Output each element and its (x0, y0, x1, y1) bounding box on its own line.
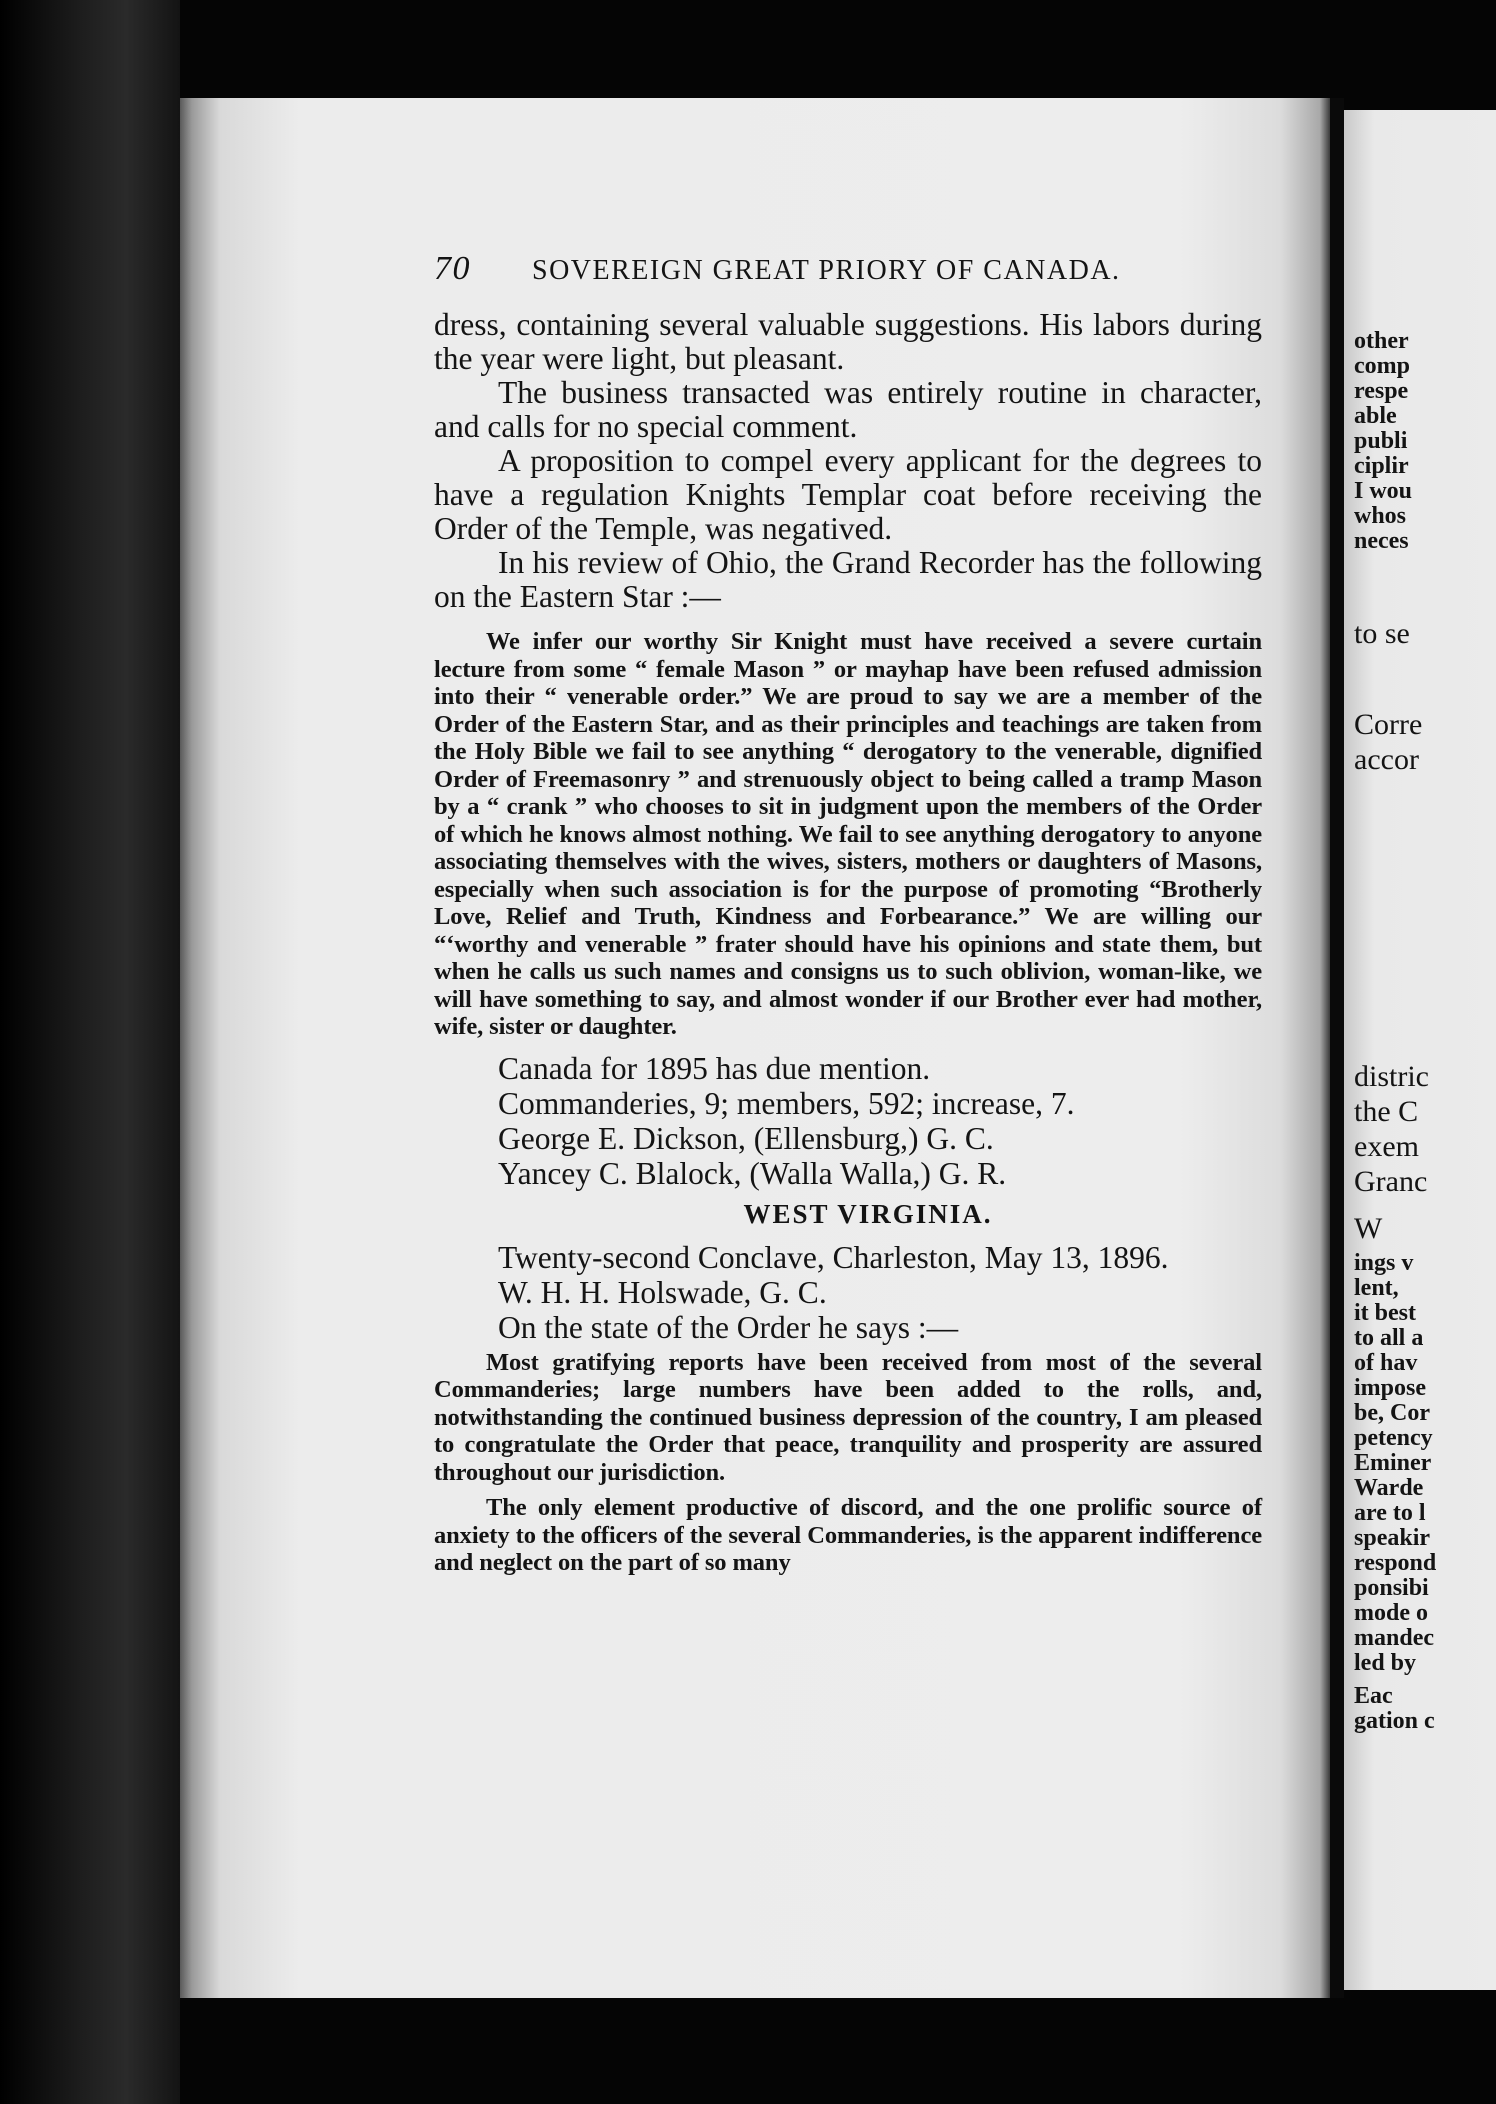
right-fragment: exem (1354, 1130, 1419, 1163)
block-quote: Most gratifying reports have been received from most of the several Commanderies; large numbers have been added to the rolls, and, notwithstanding the continued business depression of the country, I am pleased to congratulate the Order that peace, tranquility and prosperity are assured throughout our jurisdiction. (434, 1348, 1262, 1486)
right-fragment: impose (1354, 1375, 1426, 1401)
running-head (434, 250, 1262, 288)
book-spine (0, 0, 180, 2104)
right-fragment: to all a (1354, 1325, 1424, 1351)
right-fragment: publi (1354, 428, 1408, 454)
right-fragment: other (1354, 328, 1409, 354)
right-fragment: gation c (1354, 1708, 1435, 1734)
right-fragment: Eac (1354, 1683, 1393, 1709)
right-fragment: lent, (1354, 1275, 1399, 1301)
right-fragment: neces (1354, 528, 1409, 554)
wv-line: Twenty-second Conclave, Charleston, May 13, 1896. (498, 1239, 1169, 1275)
right-fragment: Eminer (1354, 1450, 1432, 1476)
right-fragment: speakir (1354, 1525, 1431, 1551)
block-quote: We infer our worthy Sir Knight must have received a severe curtain lecture from some “ female Mason ” or mayhap have been refused admission into their “ venerable order.” We are proud to say we are a member of the Order of the Eastern Star, and as their principles and teachings are taken from the Holy Bible we fail to see anything “ derogatory to the venerable, dignified Order of Freemasonry ” and strenuously object to being called a tramp Mason by a “ crank ” who chooses to sit in judgment upon the members of the Order of which he knows almost nothing. We fail to see anything derogatory to anyone associating themselves with the wives, sisters, mothers or daughters of Masons, especially when such association is for the purpose of promoting “Brotherly Love, Relief and Truth, Kindness and Forbearance.” We are willing our “‘worthy and venerable ” frater should have his opinions and state them, but when he calls us such names and consigns us to such oblivion, woman-like, we will have something to say, and almost wonder if our Brother ever had mother, wife, sister or daughter. (434, 628, 1262, 1040)
paragraph: A proposition to compel every applicant for the degrees to have a regulation Knights Templar coat before receiving the Order of the Temple, was negatived. (434, 443, 1262, 546)
right-fragment: mandec (1354, 1625, 1434, 1651)
right-fragment: I wou (1354, 478, 1413, 504)
page-number: 70 (434, 250, 471, 287)
right-fragment: led by (1354, 1650, 1417, 1676)
canada-line: Yancey C. Blalock, (Walla Walla,) G. R. (498, 1155, 1007, 1191)
wv-line: W. H. H. Holswade, G. C. (498, 1274, 827, 1310)
right-fragment: ponsibi (1354, 1575, 1429, 1601)
paragraph: The business transacted was entirely routine in character, and calls for no special comment. (434, 375, 1262, 444)
right-fragment: Warde (1354, 1475, 1424, 1501)
paragraph: In his review of Ohio, the Grand Recorder has the following on the Eastern Star :— (434, 545, 1262, 614)
paragraph: dress, containing several valuable suggestions. His labors during the year were light, but pleasant. (434, 307, 1262, 376)
right-fragment: petency (1354, 1425, 1433, 1451)
right-fragment: respond (1354, 1550, 1437, 1576)
right-fragment: Corre (1354, 708, 1423, 741)
block-quote: The only element productive of discord, and the one prolific source of anxiety to the officers of the several Commanderies, is the apparent indifference and neglect on the part of so many (434, 1494, 1262, 1576)
canada-line: George E. Dickson, (Ellensburg,) G. C. (498, 1120, 994, 1156)
right-fragment: ciplir (1354, 453, 1409, 479)
page-body (434, 250, 1262, 1585)
right-fragment: Granc (1354, 1165, 1428, 1198)
right-fragment: distric (1354, 1060, 1429, 1093)
right-fragment: it best (1354, 1300, 1416, 1326)
right-fragment: whos (1354, 503, 1407, 529)
right-fragment: be, Cor (1354, 1400, 1430, 1426)
right-fragment: able (1354, 403, 1397, 429)
right-fragment: of hav (1354, 1350, 1418, 1376)
right-fragment: accor (1354, 743, 1419, 776)
running-title: SOVEREIGN GREAT PRIORY OF CANADA. (532, 255, 1121, 286)
right-fragment: respe (1354, 378, 1409, 404)
section-heading: WEST VIRGINIA. (743, 1198, 993, 1229)
right-fragment: are to l (1354, 1500, 1426, 1526)
right-fragment: ings v (1354, 1250, 1414, 1276)
wv-line: On the state of the Order he says :— (498, 1309, 959, 1345)
canada-line: Canada for 1895 has due mention. (498, 1050, 931, 1086)
canada-line: Commanderies, 9; members, 592; increase, 7. (498, 1085, 1075, 1121)
right-fragment: mode o (1354, 1600, 1428, 1626)
right-page-fragment (1344, 110, 1496, 1990)
right-fragment: W (1354, 1212, 1383, 1245)
right-fragment: comp (1354, 353, 1410, 379)
page-gutter (1330, 98, 1344, 1998)
right-fragment: the C (1354, 1095, 1419, 1128)
right-fragment: to se (1354, 617, 1410, 650)
